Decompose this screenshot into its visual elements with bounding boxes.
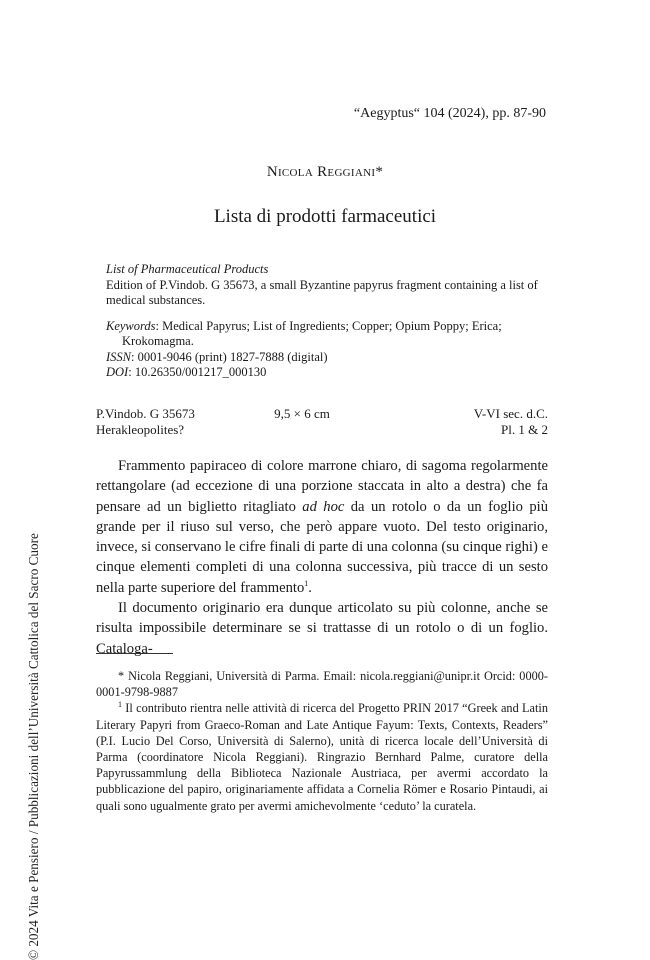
footnote-divider — [96, 653, 173, 654]
abstract-block — [106, 262, 538, 381]
paragraph-2: Il documento originario era dunque articolato su più colonne, anche se risulta impossibile determinare se si trattasse di un rotolo o di un foglio. Cataloga- — [96, 600, 548, 657]
meta-row-1 — [96, 406, 548, 422]
papyrus-metadata — [96, 406, 548, 438]
issn-label: ISSN — [106, 349, 131, 364]
issn-value: : 0001-9046 (print) 1827-7888 (digital) — [131, 349, 328, 364]
footnotes — [96, 668, 548, 814]
inventory-number: P.Vindob. G 35673 — [96, 406, 195, 421]
abstract-summary: Edition of P.Vindob. G 35673, a small Byzantine papyrus fragment containing a list of medical substances. — [106, 277, 538, 307]
doi-value: : 10.26350/001217_000130 — [128, 365, 267, 379]
keywords-value: : Medical Papyrus; List of Ingredients; Copper; Opium Poppy; Erica; Krokomagma. — [122, 318, 502, 348]
keywords-label: Keywords — [106, 318, 156, 333]
footnote-1-text: Il contributo rientra nelle attività di ricerca del Progetto PRIN 2017 “Greek and Latin Literary Papyri from Graeco-Roman and Late Antique Fayum: Texts, Contexts, Readers” (P.I. Lucio Del Corso, Università di Salerno), unità di ricerca locale dell’Università di Parma (coordinatore Nicola Reggiani). Ringrazio Bernhard Palme, curatore della Papyrussammlung della Biblioteca Nazionale Austriaca, per avermi accordato la pubblicazione del papiro, originariamente affidata a Cornelia Römer e Rosario Pintaudi, ai quali sono ugualmente grato per avermi amichevolmente ‘ceduto’ la curatela. — [96, 701, 548, 813]
author-footnote-marker: * — [375, 164, 384, 180]
dimensions: 9,5 × 6 cm — [274, 406, 330, 421]
author-name: Nicola Reggiani — [266, 164, 376, 180]
doi-line — [106, 365, 538, 381]
footnote-1 — [96, 700, 548, 813]
journal-citation: “Aegyptus“ 104 (2024), pp. 87-90 — [353, 106, 546, 121]
italic-phrase: ad hoc — [302, 498, 345, 515]
doi-label: DOI — [106, 365, 129, 379]
body-text — [96, 456, 548, 659]
dating: V-VI sec. d.C. — [473, 406, 548, 421]
article-title: Lista di prodotti farmaceutici — [213, 206, 437, 227]
copyright-text: © 2024 Vita e Pensiero / Pubblicazioni dell’Università Cattolica del Sacro Cuore — [26, 533, 41, 960]
issn-line — [106, 350, 538, 366]
footnote-author: * Nicola Reggiani, Università di Parma. Email: nicola.reggiani@unipr.it Orcid: 0000-0001-9798-9887 — [96, 669, 548, 700]
footnote-ref-1[interactable]: 1 — [304, 578, 309, 588]
paragraph-1: Frammento papiraceo di colore marrone chiaro, di sagoma regolarmente rettangolare (ad eccezione di una porzione staccata in alto a destra) che fa pensare ad un biglietto ritagliato ad hoc da un rotolo o da un foglio più grande per il riuso sul verso, che però appare vuoto. Del testo originario, invece, si conservano le cifre finali di parte di una colonna (su cinque righi) e cinque elementi completi di una colonna successiva, più tracce di un sesto nella parte superiore del frammento$^1$. — [96, 458, 548, 596]
english-title: List of Pharmaceutical Products — [106, 262, 269, 276]
keywords-line — [106, 319, 538, 350]
footnote-1-number: 1 — [118, 700, 122, 710]
meta-row-2 — [96, 422, 548, 438]
author-line — [0, 164, 650, 181]
copyright-sidebar — [22, 300, 44, 960]
provenance: Herakleopolites? — [96, 422, 185, 437]
plates: Pl. 1 & 2 — [501, 422, 548, 437]
